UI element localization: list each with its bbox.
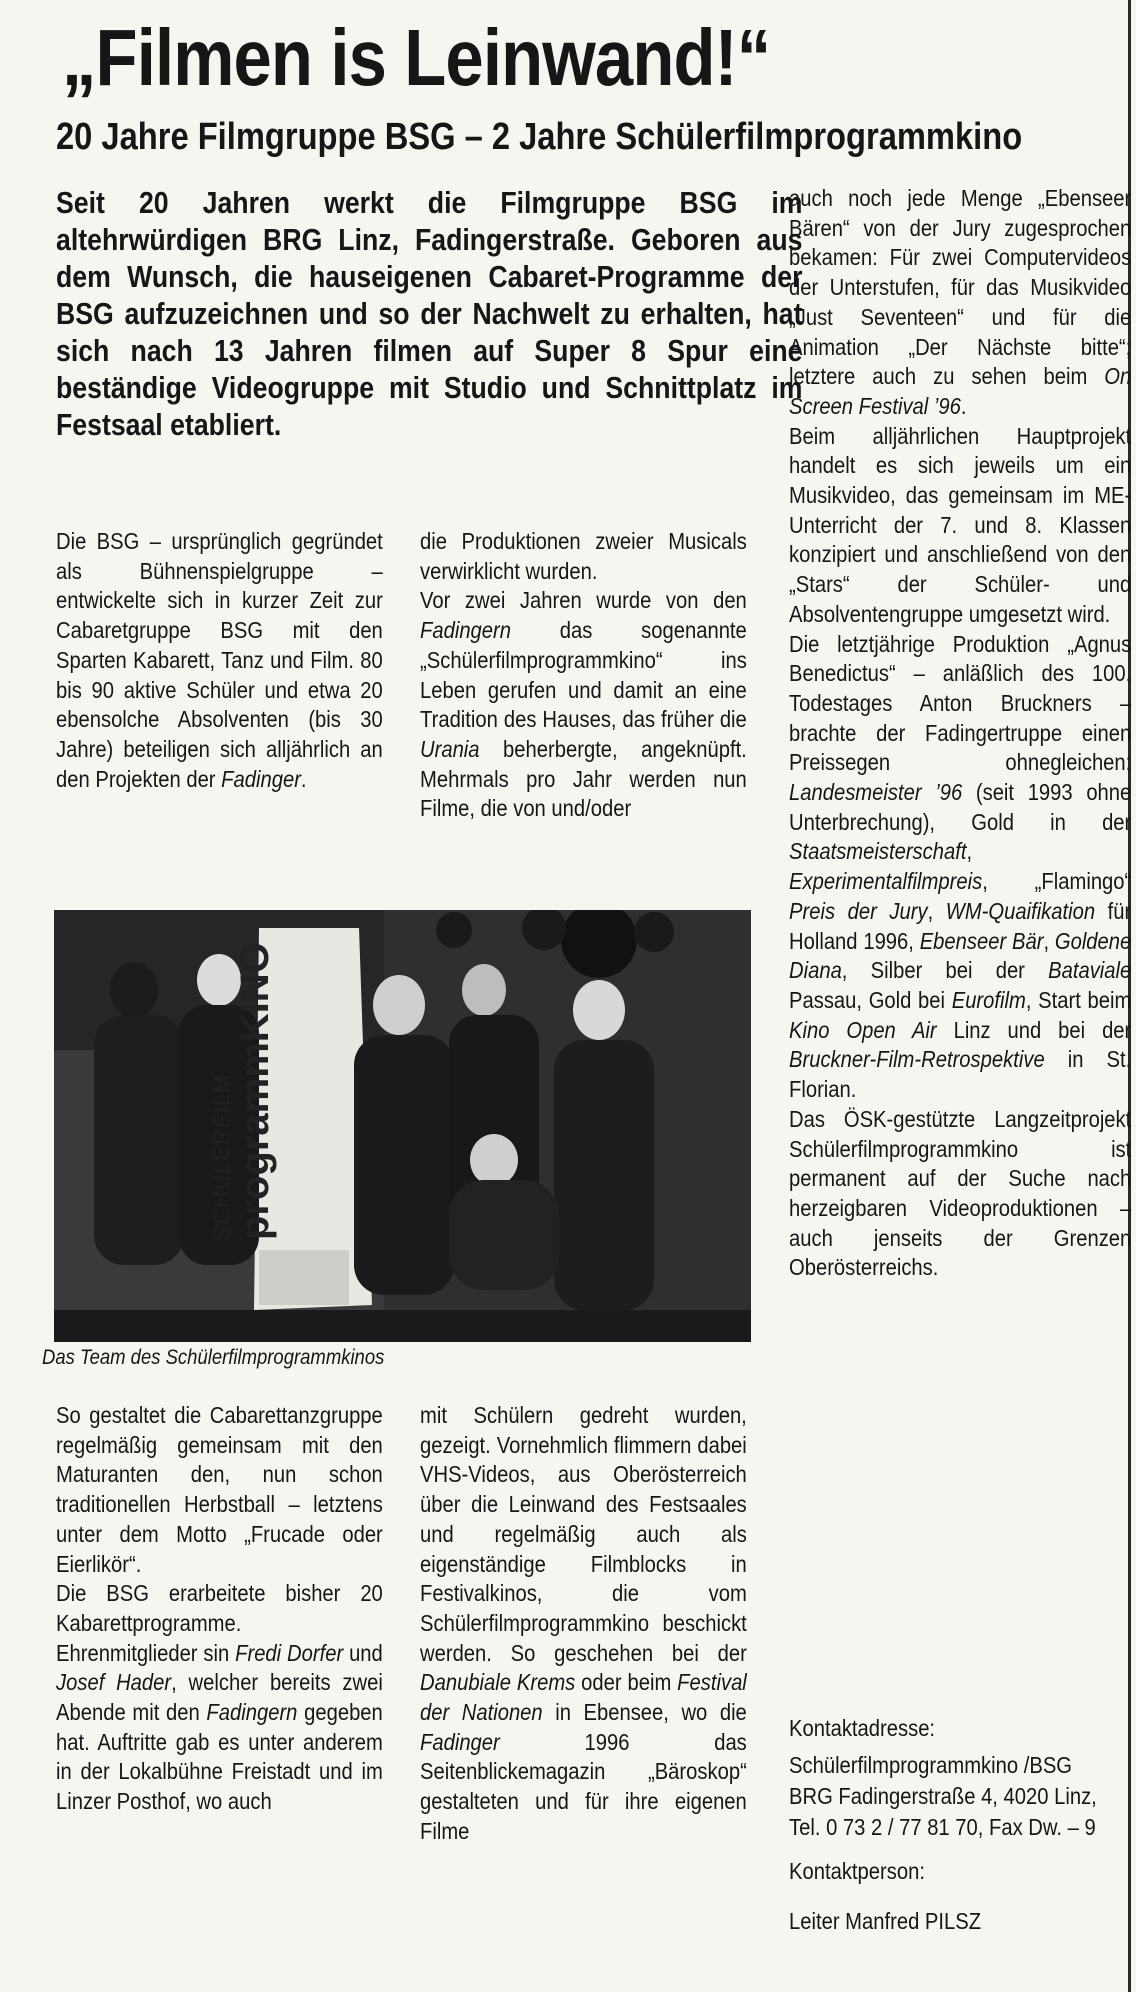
paragraph: auch noch jede Menge „Ebenseer Bären“ von der Jury zugesprochen bekamen: Für zwei Computervideos der Unterstufen, für das Musikvideo „Just Seventeen“ und für die Animation „Der Nächste bitte“; letztere auch zu sehen beim On Screen Festival ’96. [789,185,1132,419]
photo-caption: Das Team des Schülerfilmprogrammkinos [42,1346,385,1369]
paragraph: Die BSG – ursprünglich gegründet als Bühnenspielgruppe – entwickelte sich in kurzer Zeit zur Cabaretgruppe BSG mit den Sparten Kabarett, Tanz und Film. 80 bis 90 aktive Schüler und etwa 20 ebensolche Absolventen (bis 30 Jahre) beteiligen sich alljährlich an den Projekten der Fadinger. [56,528,383,792]
column-1-bottom [56,1401,383,1817]
contact-person: Leiter Manfred PILSZ [789,1908,982,1934]
column-1-top [56,527,383,794]
subheadline: 20 Jahre Filmgruppe BSG – 2 Jahre Schülerfilmprogrammkino [56,116,1023,158]
paragraph: die Produktionen zweier Musicals verwirklicht wurden. [420,528,747,584]
banner-line-1: SCHÜLERFILM [209,1073,234,1240]
contact-address-line-1: Schülerfilmprogrammkino /BSG [789,1752,1073,1778]
team-photo-illustration [54,910,751,1342]
paragraph: So gestaltet die Cabarettanzgruppe regelmäßig gemeinsam mit den Maturanten den, nun schon traditionellen Herbstball – letztens unter dem Motto „Frucade oder Eierlikör“. [56,1402,383,1577]
column-2-bottom [420,1401,747,1847]
headline: „Filmen is Leinwand!“ [62,13,771,102]
paragraph: Die BSG erarbeitete bisher 20 Kabarettprogramme. Ehrenmitglieder sin Fredi Dorfer und Josef Hader, welcher bereits zwei Abende mit den Fadingern gegeben hat. Auftritte gab es unter anderem in der Lokalbühne Freistadt und im Linzer Posthof, wo auch [56,1580,383,1815]
contact-address-line-3: Tel. 0 73 2 / 77 81 70, Fax Dw. – 9 [789,1814,1096,1840]
banner-line-2: programmKINO [233,942,277,1240]
paragraph: Die letztjährige Produktion „Agnus Benedictus“ – anläßlich des 100. Todestages Anton Bruckners – brachte der Fadingertruppe einen Preissegen ohnegleichen: Landesmeister ’96 (seit 1993 ohne Unterbrechung), Gold in der Staatsmeisterschaft, Experimentalfilmpreis, „Flamingo“ Preis der Jury, WM-Quaifikation für Holland 1996, Ebenseer Bär, Goldene Diana, Silber bei der Bataviale Passau, Gold bei Eurofilm, Start beim Kino Open Air Linz und bei der Bruckner-Film-Retrospektive in St. Florian. [789,630,1132,1103]
column-2-top [420,527,747,824]
paragraph: mit Schülern gedreht wurden, gezeigt. Vornehmlich flimmern dabei VHS-Videos, aus Oberösterreich über die Leinwand des Festsaales und regelmäßig auch als eigenständige Filmblocks in Festivalkinos, die vom Schülerfilmprogrammkino beschickt werden. So geschehen bei der Danubiale Krems oder beim Festival der Nationen in Ebensee, wo die Fadinger 1996 das Seitenblickemagazin „Bäroskop“ gestalteten und für ihre eigenen Filme [420,1402,747,1844]
contact-address-line-2: BRG Fadingerstraße 4, 4020 Linz, [789,1783,1097,1809]
paragraph: Das ÖSK-gestützte Langzeitprojekt Schülerfilmprogrammkino ist permanent auf der Suche nach herzeigbaren Videoproduktionen – auch jenseits der Grenzen Oberösterreichs. [789,1105,1132,1281]
team-photo [54,910,751,1342]
banner-text [209,920,275,1240]
lead-paragraph: Seit 20 Jahren werkt die Filmgruppe BSG im altehrwürdigen BRG Linz, Fadingerstraße. Geboren aus dem Wunsch, die hauseigenen Cabaret-Programme der BSG aufzuzeichnen und so der Nachwelt zu erhalten, hat sich nach 13 Jahren filmen auf Super 8 Spur eine beständige Videogruppe mit Studio und Schnittplatz im Festsaal etabliert. [56,185,803,442]
contact-address-label: Kontaktadresse: [789,1715,936,1741]
paragraph: Beim alljährlichen Hauptprojekt handelt es sich jeweils um ein Musikvideo, das gemeinsam im ME-Unterricht der 7. und 8. Klassen konzipiert und anschließend von den „Stars“ der Schüler- und Absolventengruppe umgesetzt wird. [789,422,1132,627]
column-3 [789,184,1131,1283]
contact-person-label: Kontaktperson: [789,1858,925,1884]
paragraph: Vor zwei Jahren wurde von den Fadingern das sogenannte „Schülerfilmprogrammkino“ ins Leben gerufen und damit an eine Tradition des Hauses, das früher die Urania beherbergte, angeknüpft. Mehrmals pro Jahr werden nun Filme, die von und/oder [420,587,747,822]
